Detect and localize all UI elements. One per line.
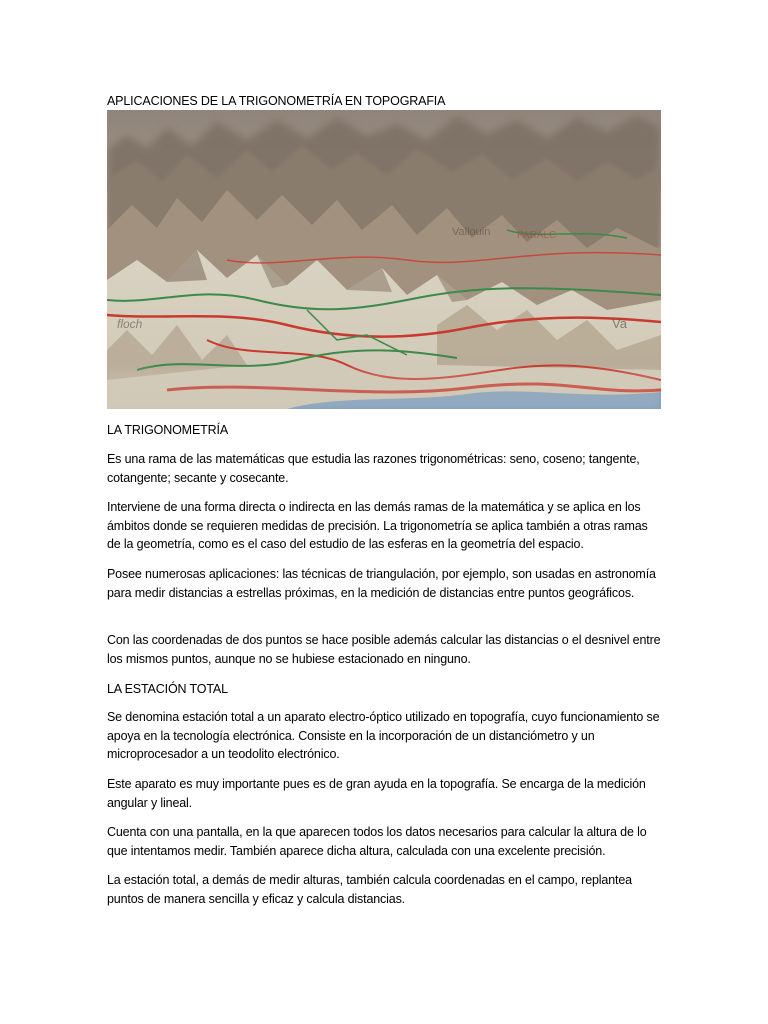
svg-text:Vallouin: Vallouin: [452, 226, 491, 238]
paragraph: Este aparato es muy importante pues es de gran ayuda en la topografía. Se encarga de la medición angular y lineal.: [107, 777, 646, 810]
paragraph: La estación total, a demás de medir alturas, también calcula coordenadas en el campo, replantea puntos de manera sencilla y eficaz y calcula distancias.: [107, 873, 632, 906]
paragraph: Es una rama de las matemáticas que estudia las razones trigonométricas: seno, coseno; tangente, cotangente; secante y cosecante.: [107, 452, 640, 485]
paragraph: Interviene de una forma directa o indirecta en las demás ramas de la matemática y se aplica en los ámbitos donde se requieren medidas de precisión. La trigonometría se aplica también a otras ramas de la geometría, como es el caso del estudio de las esferas en la geometría del espacio.: [107, 500, 648, 551]
paragraph: Con las coordenadas de dos puntos se hace posible además calcular las distancias o el desnivel entre los mismos puntos, aunque no se hubiese estacionado en ninguno.: [107, 633, 661, 666]
svg-text:PARALC: PARALC: [517, 230, 557, 241]
paragraph: Posee numerosas aplicaciones: las técnicas de triangulación, por ejemplo, son usadas en astronomía para medir distancias a estrellas próximas, en la medición de distancias entre puntos geográficos.: [107, 567, 656, 600]
paragraph: Se denomina estación total a un aparato electro-óptico utilizado en topografía, cuyo funcionamiento se apoya en la tecnología electrónica. Consiste en la incorporación de un distanciómetro y un microprocesador a un teodolito electrónico.: [107, 710, 660, 761]
relief-map-icon: [107, 110, 661, 409]
svg-text:Va: Va: [612, 316, 627, 331]
relief-map-photo: [107, 110, 661, 409]
svg-text:floch: floch: [117, 317, 143, 331]
document-title: APLICACIONES DE LA TRIGONOMETRÍA EN TOPOGRAFIA: [107, 94, 446, 108]
section-heading-trigonometria: LA TRIGONOMETRÍA: [107, 423, 229, 437]
paragraph: Cuenta con una pantalla, en la que aparecen todos los datos necesarios para calcular la altura de lo que intentamos medir. También aparece dicha altura, calculada con una excelente precisión.: [107, 825, 647, 858]
section-heading-estacion-total: LA ESTACIÓN TOTAL: [107, 682, 228, 696]
